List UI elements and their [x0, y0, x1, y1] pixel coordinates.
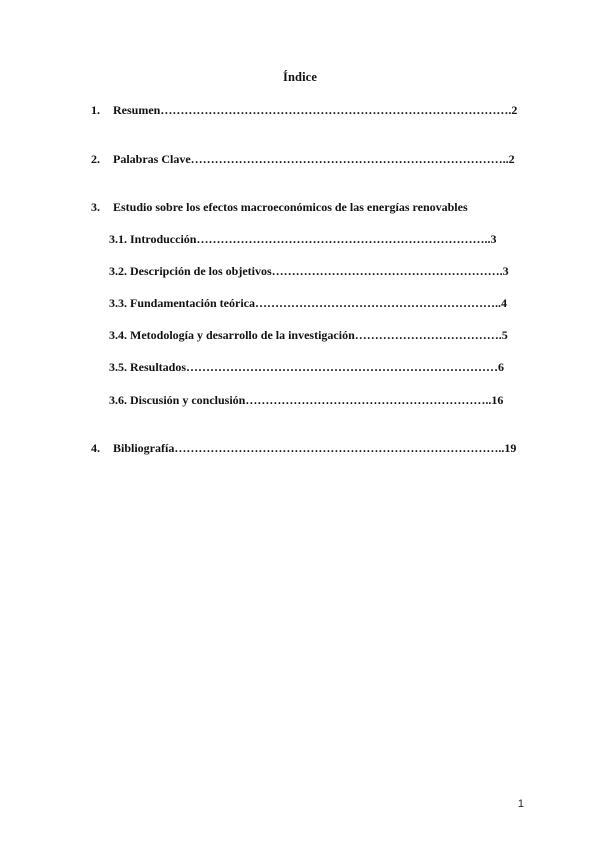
- toc-subentry-text: 3.5. Resultados……………………………………………………………………6: [109, 360, 505, 374]
- toc-entry-text: Palabras Clave……………………………………………………………………..2: [113, 152, 515, 166]
- toc-entry-number: 3.: [91, 200, 100, 214]
- toc-entry-number: 2.: [91, 152, 100, 166]
- toc-subentry-text: 3.4. Metodología y desarrollo de la investigación……………………………….5: [109, 328, 508, 342]
- toc-entry-number: 4.: [91, 441, 100, 455]
- toc-subentry-fundamentacion[interactable]: [109, 295, 507, 311]
- toc-subentry-text: 3.3. Fundamentación teórica……………………………………………………..4: [109, 296, 507, 310]
- toc-entry-number: 1.: [91, 103, 100, 117]
- toc-entry-text: Resumen…………………………………………………………………………….2: [113, 103, 518, 117]
- toc-subentry-metodologia[interactable]: [109, 327, 508, 343]
- page-number: 1: [517, 798, 524, 810]
- toc-subentry-introduccion[interactable]: [109, 231, 496, 247]
- toc-entry-text: Estudio sobre los efectos macroeconómicos de las energías renovables: [113, 200, 468, 214]
- toc-entry-text: Bibliografía………………………………………………………………………..19: [113, 441, 517, 455]
- toc-subentry-text: 3.6. Discusión y conclusión……………………………………………………..16: [109, 393, 504, 407]
- toc-subentry-text: 3.2. Descripción de los objetivos………………………………………………….3: [109, 264, 509, 278]
- toc-title: Índice: [283, 70, 317, 84]
- toc-entry-resumen[interactable]: [91, 102, 517, 118]
- toc-entry-palabras-clave[interactable]: [91, 151, 515, 167]
- toc-subentry-discusion[interactable]: [109, 392, 503, 408]
- toc-entry-bibliografia[interactable]: [91, 440, 516, 456]
- toc-subentry-objetivos[interactable]: [109, 263, 509, 279]
- toc-entry-estudio[interactable]: [91, 199, 468, 215]
- toc-subentry-text: 3.1. Introducción………………………………………………………………..3: [109, 232, 497, 246]
- toc-subentry-resultados[interactable]: [109, 359, 504, 375]
